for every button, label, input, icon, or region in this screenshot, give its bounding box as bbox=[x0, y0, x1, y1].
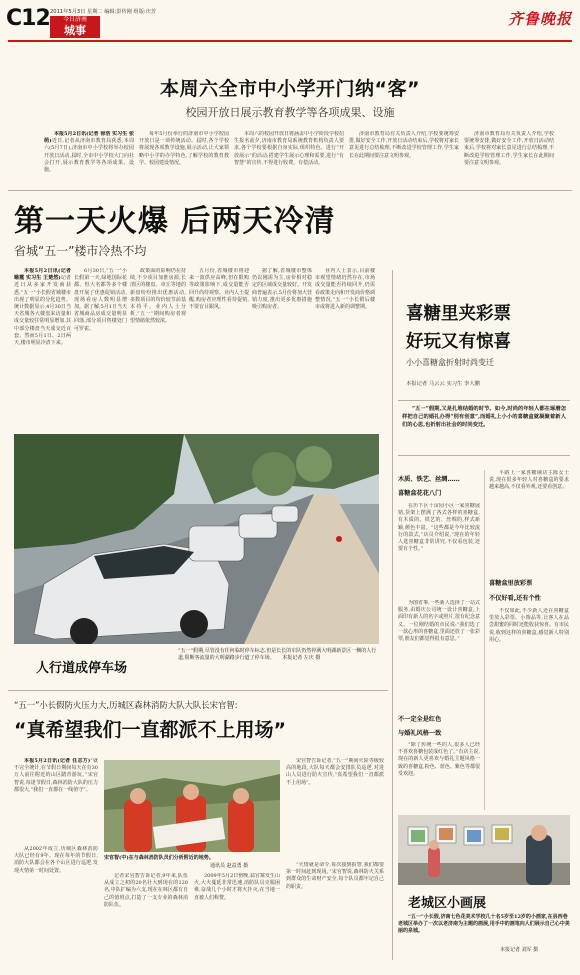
story2-col4: 五月份,省城楼市将迎来一波供应高峰,但在限购等政策影响下,成交量能否回升尚待观察。业内人士提醒,购房者应理性看待促销,不要盲目跟风。 bbox=[189, 268, 249, 311]
inner-divider bbox=[484, 470, 485, 810]
story2-col6: 业内人士表示,目前楼市观望情绪仍然存在,市场成交量能否持续回升,仍需看政策走向和开发商价格调整情况,“五一”小长假后楼市或将进入新的调整期。 bbox=[315, 268, 375, 311]
story2-col5: 据了解,省城楼市整体仍以刚需为主,房价相对稳定的区域成交量较好。开发商普遍表示,5月份将加大营销力度,推出更多优惠措施吸引购房者。 bbox=[252, 268, 312, 311]
kids-exhibition-image bbox=[398, 815, 570, 885]
photo1-caption: “五一”假期,尽管没有任何临时停车标志,但是长长的车队仍然停满大明湖新景区一侧的人行道,阻断客流量的大明湖路步行道了停车场。 本报记者 左庆 摄 bbox=[178, 648, 377, 661]
story2-col2: 6月30日,“五一”小长假第一天,绿地国际花都、恒大名都等多个楼盘开展了优惠促销活动,现场看房人数明显增加。据了解,5月1日当天省城商品房成交量明显回落,部分项目售楼处门可罗雀。 bbox=[74, 268, 127, 332]
photo1-credit: 本报记者 左庆 摄 bbox=[282, 655, 321, 661]
story3-col6: “火情就是命令,每次接到报警,我们都要第一时间赶到现场。”宋官智说,森林防火关系到群众的生命财产安全,每个队员都牢记自己的职责。 bbox=[286, 862, 384, 890]
lottery-side-sub3: 不一定全是红色 bbox=[398, 716, 442, 723]
story2-subtitle: 省城“五一”楼市冷热不均 bbox=[14, 244, 147, 258]
lottery-text1: 在历下区十亩园小区一家喜糖展销,货架上摆满了各式各样的喜糖盒,有木质的、铁艺的、丝绸的,样式新颖,颜色丰富。“这些都是今年比较流行的款式,”店员介绍说,“现在的年轻人选喜糖盒非常讲究,不仅看包装,还要有个性。” bbox=[398, 503, 480, 553]
lottery-side-c: “除了传统一些的人,很多人已经不喜欢喜糖包装成红色了。”有店主说,现在的新人更喜欢与婚礼主题风格一致的喜糖盒,粉色、蓝色、紫色等都很受欢迎。 bbox=[398, 742, 480, 777]
section-tab bbox=[50, 24, 100, 38]
section-top-tab bbox=[50, 16, 100, 24]
story1-col2: 每年5月份举行的济南市中小学校园开放日是一项传统活动。届时,各个学校将展现各项教学设施,展示活动,让大家领略中小学的办学特色,了解学校的教育教学、校园建设情况。 bbox=[139, 131, 229, 166]
story1-lead: 本报5月2日讯(记者 徐浩 实习生 张萌) bbox=[44, 131, 134, 145]
lottery-intro: “五一”假期,又是扎堆结婚的时节。如今,时尚的年轻人都在琢磨怎样把自己的婚礼办得“别有创意”,而婚礼上小小的喜糖盒就凝聚着新人们的心思,也折射出社会的时尚变迁。 bbox=[402, 406, 566, 428]
lottery-subtitle: 小小喜糖盒折射时尚变迁 bbox=[406, 358, 494, 367]
lottery-side-sub4: 与婚礼风格一致 bbox=[398, 730, 442, 737]
header-rule bbox=[8, 40, 572, 42]
section-label: 城事 bbox=[64, 24, 86, 37]
story2-col1: 本报5月2日讯(记者 喻霞 实习生 王楚然)记者近日从多家开发商获悉,“五一”小长假省城楼市出现了明显的分化趋势。统计数据显示,4月30日当天省城各大楼盘来访量和成交量较往常明显增加,其中部分楼盘当天成交近百套。然而5月1日、2日两天,楼市明显冷清下来。 bbox=[14, 268, 71, 347]
photo3-credit: 本报记者 刘军 摄 bbox=[500, 947, 539, 953]
section-top-label: 今日济南 bbox=[62, 16, 87, 23]
photo1-label: 人行道成停车场 bbox=[36, 661, 128, 676]
story2-lead: 本报5月2日讯(记者 喻霞 实习生 王楚然) bbox=[14, 268, 71, 282]
rule-1 bbox=[8, 190, 572, 191]
story1-subtitle: 校园开放日展示教育教学等各项成果、设施 bbox=[185, 106, 395, 119]
lottery-intro-box bbox=[398, 400, 570, 456]
story3-col3: 记者宋官智告诉记者,9年来,队伍从成立之初的20名壮大到现在的120名,中队扩编为六支,现在在林区都有自己的值班点,打造了一支专业的森林消防队伍。 bbox=[104, 873, 188, 908]
lottery-byline: 本报记者 马云云 实习生 李大鹏 bbox=[406, 381, 480, 387]
photo2-credit: 通讯员 赵益勇 摄 bbox=[210, 863, 249, 869]
page-code: C12 bbox=[6, 6, 50, 31]
story3-col1: 本报5月2日讯(记者 任志方)“就不完全统计,在节假日期间每天在有30万人前往附近的山区踏青游玩。”宋官智说,每逢节假日,森林消防大队的压力都很大,“我们一直都在一线值守”。 bbox=[14, 758, 98, 793]
photo3-caption: “五一”小长假,济南七色花美术学校几十名5岁至12岁的小画家,在县西巷老城区举办了一次以老济南为主题的画展,用手中的画笔向人们展示自己心中美丽的泉城。 bbox=[398, 914, 570, 934]
photo2-caption: 宋官智(中)在与森林消防队员们分析附近的地势。 bbox=[104, 855, 214, 861]
story3-col2: 从2002年成立,历城区森林消防大队已经有9年。现在每年的节假日,消防大队都会在各个山区进行巡逻,发现火情第一时间处置。 bbox=[14, 846, 98, 874]
rule-2 bbox=[8, 690, 388, 691]
lottery-sub2: 喜糖盒花花八门 bbox=[398, 490, 442, 497]
firefighters-image bbox=[104, 760, 280, 852]
photo3-label: 老城区小画展 bbox=[408, 896, 487, 911]
photo-parked-cars bbox=[14, 434, 379, 644]
parked-cars-image bbox=[14, 434, 379, 644]
brand-logo: 齐鲁晚报 bbox=[507, 10, 572, 28]
story3-lead: 本报5月2日讯(记者 任志方) bbox=[24, 758, 91, 764]
photo-firefighters bbox=[104, 760, 280, 852]
story3-kicker: “五一”小长假防火压力大,历城区森林消防大队大队长宋官智: bbox=[14, 700, 238, 710]
lottery-side-sub1: 喜糖盒里放彩票 bbox=[489, 580, 533, 587]
page-header bbox=[0, 0, 580, 40]
story2-col3: 政策面的影响仍在持续,不少项目加推房源,长清区的楼盘、章丘等地的新盘纷纷推出优惠活动,多数项目的均价较节前基本持平。业内人士分析,“五一”期间购房者观望情绪依然较浓。 bbox=[130, 268, 186, 325]
lottery-title-line2: 好玩又有惊喜 bbox=[406, 332, 511, 352]
lottery-side-a: 平路上一家喜糖铺店主陈女士说,现在很多年轻人对喜糖盒的要求越来越高,不仅看外观,还要看创意。 bbox=[489, 470, 569, 491]
story1-col1: 本报5月2日讯(记者 徐浩 实习生 张萌)近日,记者从济南市教育局获悉,本周六(5月7日),济南市中小学校将举办校园开放日活动,届时,全市中小学校大门向社会打开,展示教育教学等各项成果、设施。 bbox=[44, 131, 134, 174]
story1-title: 本周六全市中小学开门纳“客” bbox=[160, 78, 420, 100]
story3-title: “真希望我们一直都派不上用场” bbox=[14, 719, 286, 741]
story1-col4: 济南市教育局有关负责人介绍,学校要统筹安排,做好安全工作,开放日活动结束后,学校将对家长意见进行总结梳理,不断改进学校管理工作,学生家长在此期间要注意文明参观。 bbox=[349, 131, 459, 159]
column-divider bbox=[392, 270, 393, 960]
date-line: 2011年5月3日 星期二 编辑:彭传刚 组版:庆芳 bbox=[50, 9, 157, 15]
story2-title: 第一天火爆 后两天冷清 bbox=[14, 204, 336, 239]
photo-kids-exhibition bbox=[398, 815, 570, 885]
story3-col4: 2009年5月2日傍晚,翁官寨发生山火,大火蔓延非常迅速,消防队员克服困难,奋战几个小时才将火扑灭,在当地一直被人们称赞。 bbox=[194, 873, 280, 901]
lottery-side-sub2: 不仅好看,还有个性 bbox=[489, 595, 541, 602]
lottery-title-line1: 喜糖里夹彩票 bbox=[406, 304, 511, 324]
lottery-side-b: 不仅如此,不少新人还在喜糖盒里放入彩票、小饰品等,让客人在品尝甜蜜的同时还能收获惊喜。有市民说,收到这样的喜糖盒,感觉新人特别用心。 bbox=[489, 608, 569, 643]
lottery-sub1: 木质、铁艺、丝绸…… bbox=[398, 476, 460, 483]
story1-col3: 本周六的校园开放日将涵盖中小学阶段学校招生报名前夕,济南市教育局系统教育机构负责人要求,各个学校要根据自身实际,组织特色、进行“开放展示”的活动;搭建学生展示心理和需要,进行“有智慧”的宣传,不得进行收费、有偿活动。 bbox=[234, 131, 344, 166]
lottery-text2: 为图省事,一些新人选择了一站式服务,由婚庆公司统一设计喜糖盒,上面印有新人的名字或照片,很有纪念意义。一位刚结婚的市民说:“我们选了一款心形的喜糖盒,里面还放了一张彩票,朋友们都觉得很有意思。” bbox=[398, 600, 480, 643]
story1-col5: 济南市教育局有关负责人介绍,学校要统筹安排,做好安全工作,开放日活动结束后,学校将对家长意见进行总结梳理,不断改进学校管理工作,学生家长在此期间要注意文明参观。 bbox=[464, 131, 554, 166]
story3-col5: 宋官智告诉记者,“五一”期间火险等级较高的地段,大队每天都会安排队员巡逻,对进山人员进行防火宣传,“真希望我们一直都派不上用场”。 bbox=[286, 758, 384, 786]
